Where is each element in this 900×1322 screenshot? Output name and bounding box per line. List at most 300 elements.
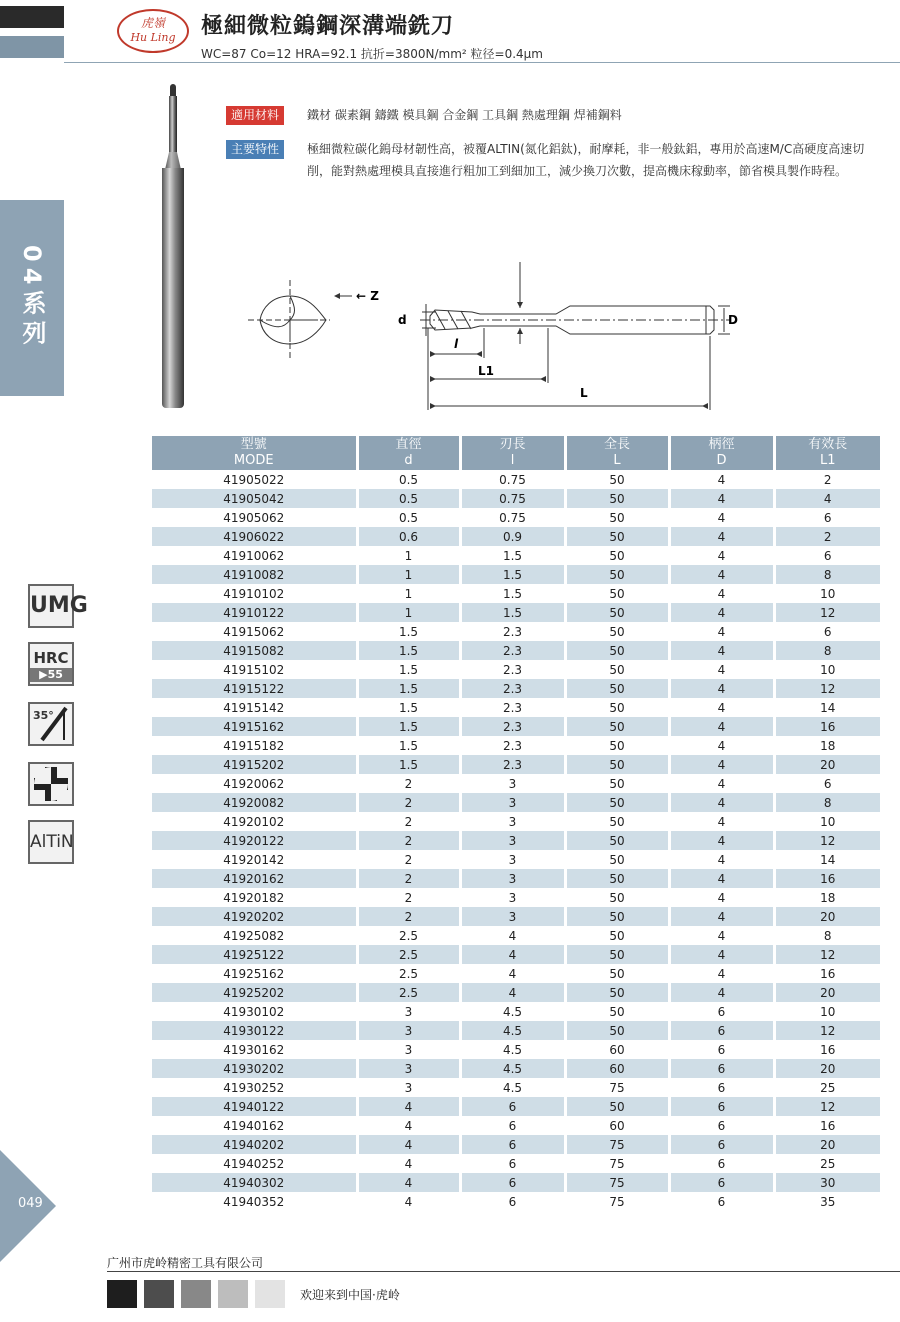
cell-blade-length: 4.5 [460,1078,565,1097]
cell-shank-diameter: 4 [669,964,774,983]
cell-blade-length: 0.75 [460,489,565,508]
col-header-model: 型號 MODE [152,436,357,470]
table-row [152,736,880,755]
cell-shank-diameter: 4 [669,660,774,679]
materials-label: 適用材料 [226,106,284,125]
altin-coating-icon: AlTiN [28,820,74,864]
cell-effective-length: 20 [774,983,880,1002]
table-row [152,1135,880,1154]
cell-blade-length: 4.5 [460,1040,565,1059]
cell-effective-length: 8 [774,793,880,812]
cell-diameter: 2 [357,774,460,793]
brand-logo [117,9,189,53]
cell-total-length: 50 [565,926,669,945]
cell-model: 41915082 [152,641,357,660]
cell-model: 41915062 [223,624,285,639]
cell-blade-length: 6 [460,1135,565,1154]
cell-total-length: 60 [565,1040,669,1059]
cell-total-length: 50 [565,641,669,660]
cell-effective-length: 20 [774,1059,880,1078]
cell-effective-length: 12 [774,1097,880,1116]
cell-effective-length: 18 [774,888,880,907]
cell-total-length: 50 [565,603,669,622]
table-row [152,964,880,983]
table-row [152,470,880,489]
cell-total-length: 60 [565,1059,669,1078]
cell-model: 41915102 [223,662,285,677]
cell-shank-diameter: 4 [669,831,774,850]
cell-model: 41915122 [152,679,357,698]
cell-shank-diameter: 4 [669,489,774,508]
cell-total-length: 50 [565,812,669,831]
table-row [152,622,880,641]
cell-diameter: 2 [357,850,460,869]
cell-model: 41940202 [152,1135,357,1154]
cell-shank-diameter: 4 [669,812,774,831]
cell-shank-diameter: 6 [669,1192,774,1211]
cell-shank-diameter: 4 [669,584,774,603]
cell-diameter: 2 [357,907,460,926]
cell-effective-length: 16 [774,717,880,736]
cell-shank-diameter: 4 [669,736,774,755]
cell-diameter: 4 [357,1116,460,1135]
cell-effective-length: 10 [774,812,880,831]
cell-effective-length: 25 [774,1078,880,1097]
cell-shank-diameter: 6 [669,1078,774,1097]
cell-effective-length: 16 [774,1116,880,1135]
cell-diameter: 4 [357,1097,460,1116]
cell-diameter: 0.5 [357,470,460,489]
cell-model: 41930122 [152,1021,357,1040]
cell-shank-diameter: 4 [669,850,774,869]
cell-model: 41910102 [223,586,285,601]
cell-blade-length: 3 [460,850,565,869]
cell-total-length: 60 [565,1116,669,1135]
cell-model: 41940162 [223,1118,285,1133]
table-row [152,888,880,907]
cell-effective-length: 2 [774,470,880,489]
cell-shank-diameter: 4 [669,508,774,527]
cell-diameter: 3 [357,1002,460,1021]
cell-effective-length: 10 [774,660,880,679]
cell-blade-length: 4 [460,964,565,983]
cell-total-length: 50 [565,755,669,774]
table-row [152,793,880,812]
table-row [152,869,880,888]
cell-shank-diameter: 6 [669,1002,774,1021]
cell-blade-length: 4 [460,945,565,964]
cell-effective-length: 12 [774,945,880,964]
cell-total-length: 50 [565,565,669,584]
cell-model: 41920142 [223,852,285,867]
cell-total-length: 50 [565,774,669,793]
cell-effective-length: 12 [774,603,880,622]
cell-effective-length: 20 [774,1135,880,1154]
table-row [152,1097,880,1116]
cell-diameter: 2 [357,831,460,850]
cell-total-length: 50 [565,983,669,1002]
cell-blade-length: 4 [460,983,565,1002]
cell-shank-diameter: 4 [669,983,774,1002]
table-header-row [152,436,880,470]
col-header-effective-length: 有效長 L1 [774,436,880,470]
cell-model: 41940122 [152,1097,357,1116]
cell-effective-length: 20 [774,907,880,926]
product-table [152,436,880,1211]
cell-shank-diameter: 6 [669,1116,774,1135]
cell-model: 41925202 [152,983,357,1002]
footer-swatch [255,1280,285,1308]
cell-total-length: 50 [565,546,669,565]
cell-blade-length: 2.3 [460,755,565,774]
logo-text-cn: 虎嶺 [140,16,165,30]
cell-total-length: 75 [565,1154,669,1173]
cell-blade-length: 2.3 [460,622,565,641]
cell-blade-length: 3 [460,831,565,850]
cell-diameter: 0.6 [357,527,460,546]
cell-effective-length: 10 [774,1002,880,1021]
table-row [152,565,880,584]
cell-blade-length: 2.3 [460,660,565,679]
cell-blade-length: 3 [460,907,565,926]
cell-effective-length: 30 [774,1173,880,1192]
cell-shank-diameter: 4 [669,565,774,584]
cell-diameter: 0.5 [357,508,460,527]
page-number: 049 [18,1196,43,1211]
cell-total-length: 50 [565,945,669,964]
header-divider [64,62,900,63]
cell-blade-length: 2.3 [460,641,565,660]
tool-shank [162,168,184,408]
cell-total-length: 50 [565,831,669,850]
cell-blade-length: 6 [460,1116,565,1135]
cell-total-length: 50 [565,888,669,907]
cell-total-length: 50 [565,1021,669,1040]
table-row [152,907,880,926]
cell-diameter: 0.5 [357,489,460,508]
cell-shank-diameter: 6 [669,1173,774,1192]
table-row [152,1078,880,1097]
cell-model: 41910122 [152,603,357,622]
cell-total-length: 50 [565,584,669,603]
cell-total-length: 50 [565,964,669,983]
cell-model: 41930202 [152,1059,357,1078]
cell-total-length: 50 [565,679,669,698]
d-label: d [398,313,407,327]
cell-diameter: 1 [357,603,460,622]
table-row [152,679,880,698]
cell-model: 41920082 [152,793,357,812]
cell-blade-length: 2.3 [460,698,565,717]
hrc-value: ▶55 [30,668,72,682]
cell-shank-diameter: 6 [669,1097,774,1116]
cell-model: 41920182 [223,890,285,905]
helix-angle-label: 35° [33,709,54,722]
cell-model: 41915142 [223,700,285,715]
cell-total-length: 50 [565,508,669,527]
cell-effective-length: 10 [774,584,880,603]
table-row [152,546,880,565]
cell-effective-length: 8 [774,641,880,660]
cell-shank-diameter: 4 [669,869,774,888]
cell-model: 41915162 [152,717,357,736]
cell-total-length: 50 [565,850,669,869]
cell-blade-length: 2.3 [460,679,565,698]
cell-blade-length: 4 [460,926,565,945]
cell-diameter: 1.5 [357,660,460,679]
table-row [152,774,880,793]
cell-model: 41910062 [223,548,285,563]
cell-model: 41930102 [223,1004,285,1019]
table-row [152,1154,880,1173]
cell-blade-length: 3 [460,774,565,793]
cell-shank-diameter: 4 [669,470,774,489]
series-tab: 04系列 [0,200,64,396]
cell-diameter: 2.5 [357,945,460,964]
table-row [152,945,880,964]
cell-model: 41940302 [152,1173,357,1192]
footer-swatch [144,1280,174,1308]
cell-diameter: 1.5 [357,736,460,755]
footer-welcome: 欢迎来到中国·虎岭 [300,1288,400,1302]
cell-blade-length: 3 [460,812,565,831]
cell-model: 41910082 [152,565,357,584]
materials-text: 鐵材 碳素鋼 鑄鐵 模具鋼 合金鋼 工具鋼 熱處理鋼 焊補鋼料 [307,108,622,122]
cell-effective-length: 6 [774,622,880,641]
table-row [152,1021,880,1040]
cell-diameter: 1.5 [357,717,460,736]
cell-effective-length: 12 [774,831,880,850]
cell-total-length: 50 [565,717,669,736]
cell-shank-diameter: 4 [669,755,774,774]
l-label: l [454,337,459,351]
footer-swatch [107,1280,137,1308]
table-row [152,850,880,869]
cell-blade-length: 3 [460,888,565,907]
cell-effective-length: 12 [774,679,880,698]
cell-shank-diameter: 4 [669,793,774,812]
cell-diameter: 2 [357,869,460,888]
cell-blade-length: 4.5 [460,1021,565,1040]
cell-diameter: 1.5 [357,641,460,660]
cell-shank-diameter: 4 [669,774,774,793]
cell-total-length: 50 [565,793,669,812]
footer-company: 广州市虎岭精密工具有限公司 [107,1256,264,1270]
cell-shank-diameter: 6 [669,1154,774,1173]
table-row [152,1059,880,1078]
cell-shank-diameter: 6 [669,1059,774,1078]
cell-diameter: 3 [357,1078,460,1097]
cell-total-length: 50 [565,489,669,508]
cell-diameter: 4 [357,1192,460,1211]
cell-total-length: 50 [565,869,669,888]
cell-total-length: 50 [565,1002,669,1021]
cell-blade-length: 1.5 [460,546,565,565]
cell-model: 41905022 [223,472,285,487]
cell-effective-length: 14 [774,698,880,717]
cell-shank-diameter: 4 [669,945,774,964]
cell-effective-length: 20 [774,755,880,774]
table-row [152,641,880,660]
table-row [152,698,880,717]
cell-effective-length: 6 [774,546,880,565]
table-row [152,983,880,1002]
hrc-label: HRC [33,649,69,667]
cell-blade-length: 2.3 [460,717,565,736]
cell-effective-length: 25 [774,1154,880,1173]
cell-total-length: 50 [565,736,669,755]
cell-blade-length: 6 [460,1173,565,1192]
cell-diameter: 1.5 [357,622,460,641]
cell-model: 41920162 [152,869,357,888]
technical-drawing [240,258,760,418]
footer-swatch [218,1280,248,1308]
table-row [152,1192,880,1211]
cell-blade-length: 1.5 [460,565,565,584]
cell-diameter: 1 [357,584,460,603]
cell-shank-diameter: 4 [669,907,774,926]
cell-shank-diameter: 4 [669,641,774,660]
cell-shank-diameter: 4 [669,926,774,945]
cell-diameter: 4 [357,1154,460,1173]
umg-icon: UMG [28,584,74,628]
features-label: 主要特性 [226,140,284,159]
cell-blade-length: 2.3 [460,736,565,755]
cell-diameter: 1.5 [357,755,460,774]
cell-diameter: 1 [357,565,460,584]
cell-total-length: 50 [565,622,669,641]
cell-effective-length: 8 [774,565,880,584]
header-blue-bar [0,36,64,58]
features-text: 極細微粒碳化鎢母材韌性高，被覆ALTIN(氮化鋁鈦)，耐摩耗，非一般鈦鋁，專用於高速M/C高硬度高速切削，能對熱處理模具直接進行粗加工到細加工，減少換刀次數，提高機床稼動率，節省模具製作時程。 [307,142,865,178]
table-row [152,660,880,679]
footer-divider [107,1271,900,1272]
cell-blade-length: 0.75 [460,508,565,527]
cell-effective-length: 16 [774,869,880,888]
cell-diameter: 2 [357,812,460,831]
table-row [152,603,880,622]
cell-blade-length: 3 [460,869,565,888]
cell-effective-length: 6 [774,508,880,527]
cell-model: 41920062 [223,776,285,791]
col-header-shank-diameter: 柄徑 D [669,436,774,470]
cell-total-length: 50 [565,907,669,926]
cell-shank-diameter: 4 [669,622,774,641]
cell-model: 41930252 [223,1080,285,1095]
cell-diameter: 1 [357,546,460,565]
header-dark-bar [0,6,64,28]
table-row [152,1173,880,1192]
cell-blade-length: 0.75 [460,470,565,489]
cell-shank-diameter: 4 [669,527,774,546]
cell-shank-diameter: 4 [669,679,774,698]
cell-diameter: 3 [357,1021,460,1040]
cell-model: 41920102 [223,814,285,829]
cell-diameter: 2.5 [357,964,460,983]
table-row [152,527,880,546]
col-header-total-length: 全長 L [565,436,669,470]
table-row [152,831,880,850]
cell-blade-length: 3 [460,793,565,812]
L-label: L [580,386,588,400]
cell-model: 41925162 [223,966,285,981]
cell-diameter: 2.5 [357,926,460,945]
table-row [152,508,880,527]
col-header-diameter: 直徑 d [357,436,460,470]
cell-total-length: 75 [565,1135,669,1154]
cell-model: 41925122 [152,945,357,964]
table-row [152,926,880,945]
cell-effective-length: 6 [774,774,880,793]
cell-effective-length: 12 [774,1021,880,1040]
cell-blade-length: 4.5 [460,1002,565,1021]
D-label: D [728,313,738,327]
cell-effective-length: 18 [774,736,880,755]
cell-diameter: 2.5 [357,983,460,1002]
cell-diameter: 4 [357,1173,460,1192]
cell-model: 41920202 [152,907,357,926]
page-title: 極細微粒鎢鋼深溝端銑刀 [201,14,455,39]
material-spec: WC=87 Co=12 HRA=92.1 抗折=3800N/mm² 粒径=0.4μm [201,47,543,61]
cell-effective-length: 35 [774,1192,880,1211]
helix-angle-icon [28,702,74,746]
cell-model: 41940352 [223,1194,285,1209]
cell-effective-length: 8 [774,926,880,945]
cell-effective-length: 4 [774,489,880,508]
cell-diameter: 2 [357,793,460,812]
cell-model: 41905062 [223,510,285,525]
table-row [152,1040,880,1059]
cell-shank-diameter: 6 [669,1135,774,1154]
cell-blade-length: 6 [460,1192,565,1211]
cell-total-length: 50 [565,527,669,546]
cell-blade-length: 1.5 [460,584,565,603]
cell-total-length: 50 [565,470,669,489]
cell-shank-diameter: 6 [669,1040,774,1059]
cell-blade-length: 6 [460,1097,565,1116]
cell-diameter: 3 [357,1059,460,1078]
table-row [152,812,880,831]
z-label: ← Z [356,289,379,303]
L1-label: L1 [478,364,494,378]
cell-diameter: 2 [357,888,460,907]
cell-total-length: 75 [565,1192,669,1211]
cell-shank-diameter: 4 [669,546,774,565]
cell-effective-length: 16 [774,1040,880,1059]
cell-model: 41925082 [223,928,285,943]
cell-shank-diameter: 4 [669,603,774,622]
cell-total-length: 75 [565,1078,669,1097]
cell-model: 41930162 [223,1042,285,1057]
cell-shank-diameter: 4 [669,698,774,717]
cell-effective-length: 2 [774,527,880,546]
cell-model: 41906022 [152,527,357,546]
table-row [152,1002,880,1021]
cell-blade-length: 6 [460,1154,565,1173]
cell-total-length: 50 [565,660,669,679]
cell-model: 41905042 [152,489,357,508]
cell-diameter: 4 [357,1135,460,1154]
table-row [152,489,880,508]
cell-total-length: 50 [565,698,669,717]
table-row [152,584,880,603]
flute-section-icon [28,762,74,806]
cell-blade-length: 1.5 [460,603,565,622]
hrc-icon [28,642,74,686]
cell-shank-diameter: 6 [669,1021,774,1040]
table-row [152,717,880,736]
cell-total-length: 50 [565,1097,669,1116]
